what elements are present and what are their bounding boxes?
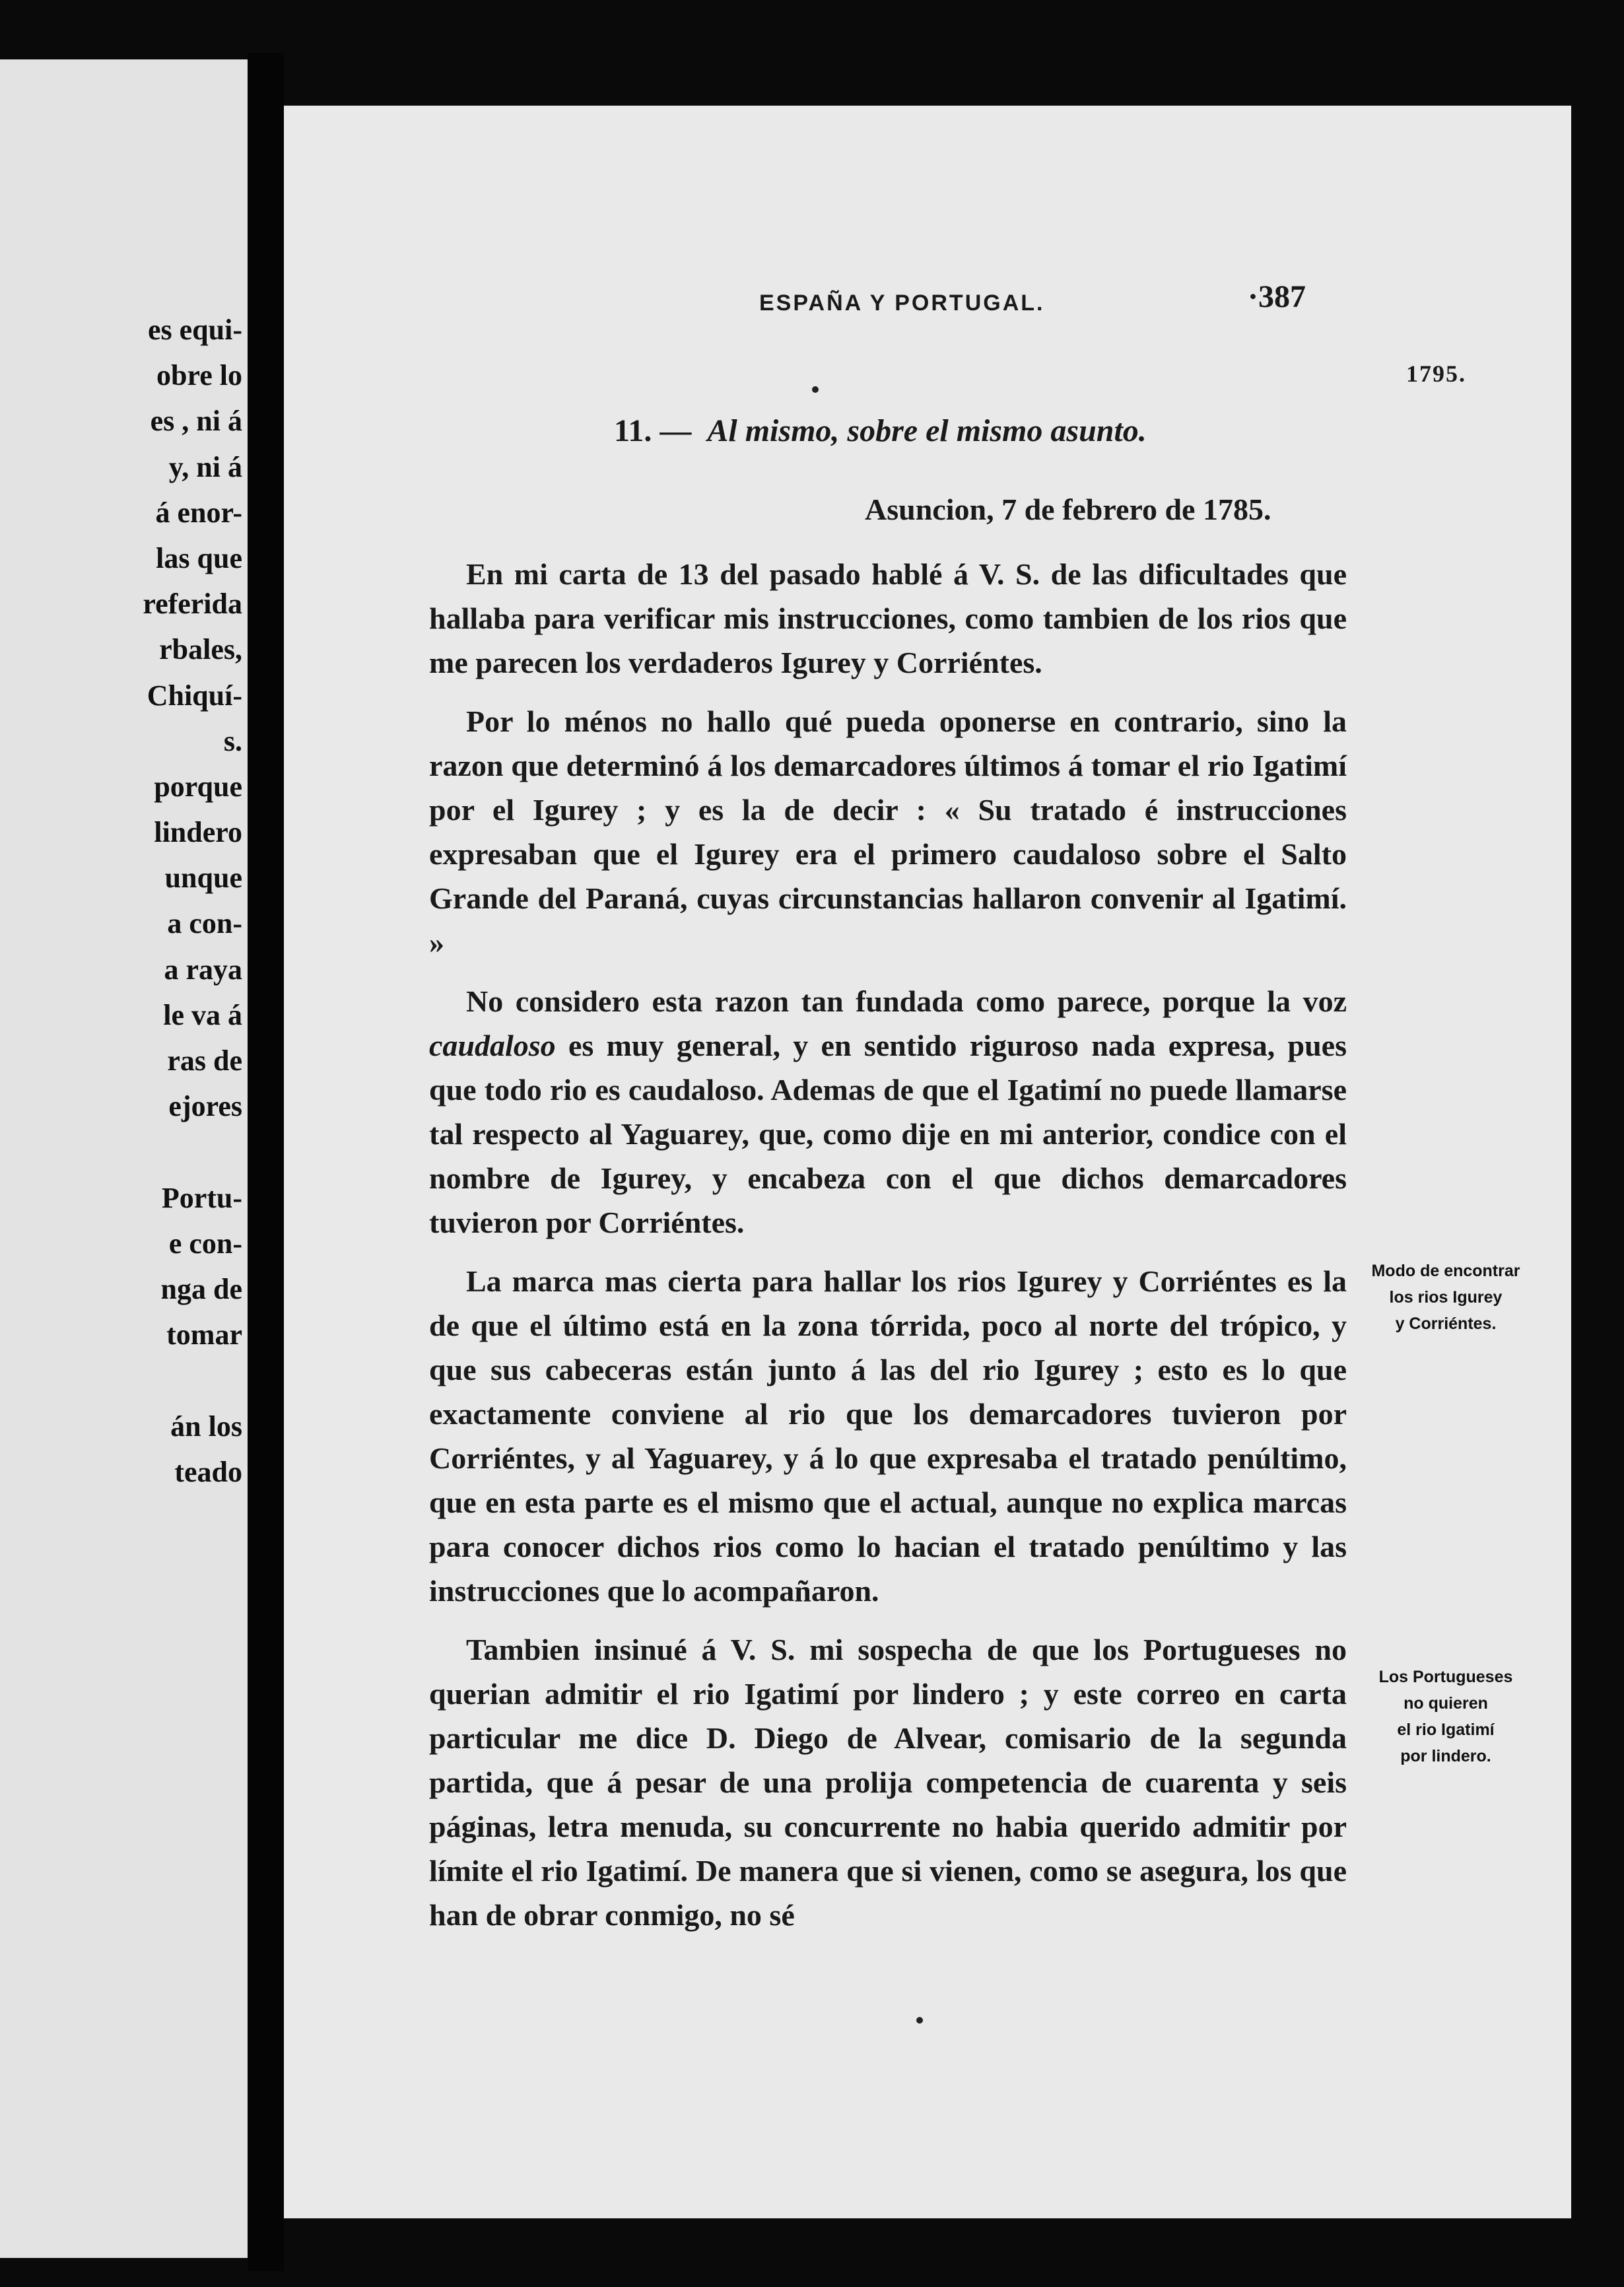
facing-page-line: á enor- xyxy=(155,496,242,529)
facing-page-line: rbales, xyxy=(159,633,242,666)
paragraph: En mi carta de 13 del pasado hablé á V. S. de las dificultades que hallaba para verificar mis instrucciones, como tambien de los rios que me parecen los verdaderos Igurey y Corriéntes. xyxy=(429,557,1347,679)
facing-page-text xyxy=(0,307,248,1495)
running-head: ESPAÑA Y PORTUGAL. xyxy=(759,290,1045,316)
facing-page-fragment xyxy=(0,59,248,2258)
facing-page-line: lindero xyxy=(154,816,242,849)
facing-page-line xyxy=(0,1357,248,1403)
margin-note-line: no quieren xyxy=(1404,1694,1488,1713)
facing-page-line: obre lo xyxy=(156,359,242,392)
margin-note-portuguese xyxy=(1334,1664,1558,1769)
facing-page-line: es equi- xyxy=(148,314,242,346)
paragraph: La marca mas cierta para hallar los rios Igurey y Corriéntes es la de que el último está en la zona tórrida, poco al norte del trópico, y que sus cabeceras están junto á las del rio Igurey ; esto es lo que exactamente conviene al rio que los demarcadores tuvieron por Corriéntes, y al Yaguarey, y á lo que expresaba el tratado penúltimo, que en esta parte es el mismo que el actual, aunque no explica marcas para conocer dichos rios como lo hacian el tratado penúltimo y las instrucciones que lo acompañaron. xyxy=(429,1264,1347,1608)
margin-note-line: los rios Igurey xyxy=(1389,1288,1503,1307)
print-speck xyxy=(916,2017,923,2024)
facing-page-line: Chiquí- xyxy=(147,679,242,712)
margin-year: 1795. xyxy=(1406,360,1466,387)
margin-note-line: y Corriéntes. xyxy=(1395,1314,1497,1333)
margin-note-line: Modo de encontrar xyxy=(1371,1262,1520,1280)
paragraph: Por lo ménos no hallo qué pueda oponerse en contrario, sino la razon que determinó á los demarcadores últimos á tomar el rio Igatimí por el Igurey ; y es la de decir : « Su tratado é instrucciones expresaban que el Igurey era el primero caudaloso sobre el Salto Grande del Paraná, cuyas circunstancias hallaron convenir al Igatimí. » xyxy=(429,704,1347,959)
dateline: Asuncion, 7 de febrero de 1785. xyxy=(865,493,1271,526)
margin-note-line: Los Portugueses xyxy=(1378,1668,1513,1686)
facing-page-line: le va á xyxy=(163,998,242,1031)
facing-page-line: es , ni á xyxy=(150,405,242,438)
paragraph: Tambien insinué á V. S. mi sospecha de que los Portugueses no querian admitir el rio Igatimí por lindero ; y este correo en carta particular me dice D. Diego de Alvear, comisario de la segunda partida, que á pesar de una prolija competencia de cuarenta y seis páginas, letra menuda, su concurrente no habia querido admitir por límite el rio Igatimí. De manera que si vienen, como se asegura, los que han de obrar conmigo, no sé xyxy=(429,1633,1347,1932)
facing-page-line: Portu- xyxy=(161,1181,242,1214)
facing-page-line: teado xyxy=(174,1455,242,1488)
facing-page-line: a con- xyxy=(167,907,242,940)
margin-note-line: por lindero. xyxy=(1400,1747,1491,1765)
facing-page-line: unque xyxy=(164,862,242,895)
document-title: Al mismo, sobre el mismo asunto. xyxy=(707,413,1147,448)
letter-body xyxy=(429,552,1347,1952)
paragraph-text: No considero esta razon tan fundada como parece, porque la voz xyxy=(466,984,1347,1018)
facing-page-line: referida xyxy=(143,588,242,621)
document-number: 11. — xyxy=(614,413,692,448)
facing-page-line xyxy=(0,1129,248,1175)
facing-page-line: las que xyxy=(156,541,242,574)
facing-page-line: a raya xyxy=(164,953,242,986)
facing-page-line: e con- xyxy=(168,1227,242,1260)
facing-page-line: ejores xyxy=(168,1090,242,1123)
print-speck xyxy=(812,386,819,393)
facing-page-line: ras de xyxy=(167,1044,242,1077)
facing-page-line: nga de xyxy=(160,1272,242,1305)
facing-page-line: porque xyxy=(154,770,242,803)
margin-note-line: el rio Igatimí xyxy=(1397,1721,1495,1739)
facing-page-line: s. xyxy=(223,724,242,757)
page-number: ·387 xyxy=(1248,279,1306,314)
facing-page-line: tomar xyxy=(166,1318,242,1351)
main-page xyxy=(284,106,1571,2218)
italic-word: caudaloso xyxy=(429,1029,556,1062)
paragraph-text: es muy general, y en sentido riguroso nada expresa, pues que todo rio es caudaloso. Ademas de que el Igatimí no puede llamarse tal respecto al Yaguarey, que, como dije en mi anterior, condice con el nombre de Igurey, y encabeza con el que dichos demarcadores tuvieron por Corriéntes. xyxy=(429,1029,1347,1239)
margin-note-rivers xyxy=(1334,1258,1558,1337)
document-heading xyxy=(614,413,1340,449)
facing-page-line: án los xyxy=(170,1410,242,1443)
book-gutter xyxy=(248,53,284,2271)
facing-page-line: y, ni á xyxy=(168,450,242,483)
paragraph xyxy=(429,979,1347,1245)
